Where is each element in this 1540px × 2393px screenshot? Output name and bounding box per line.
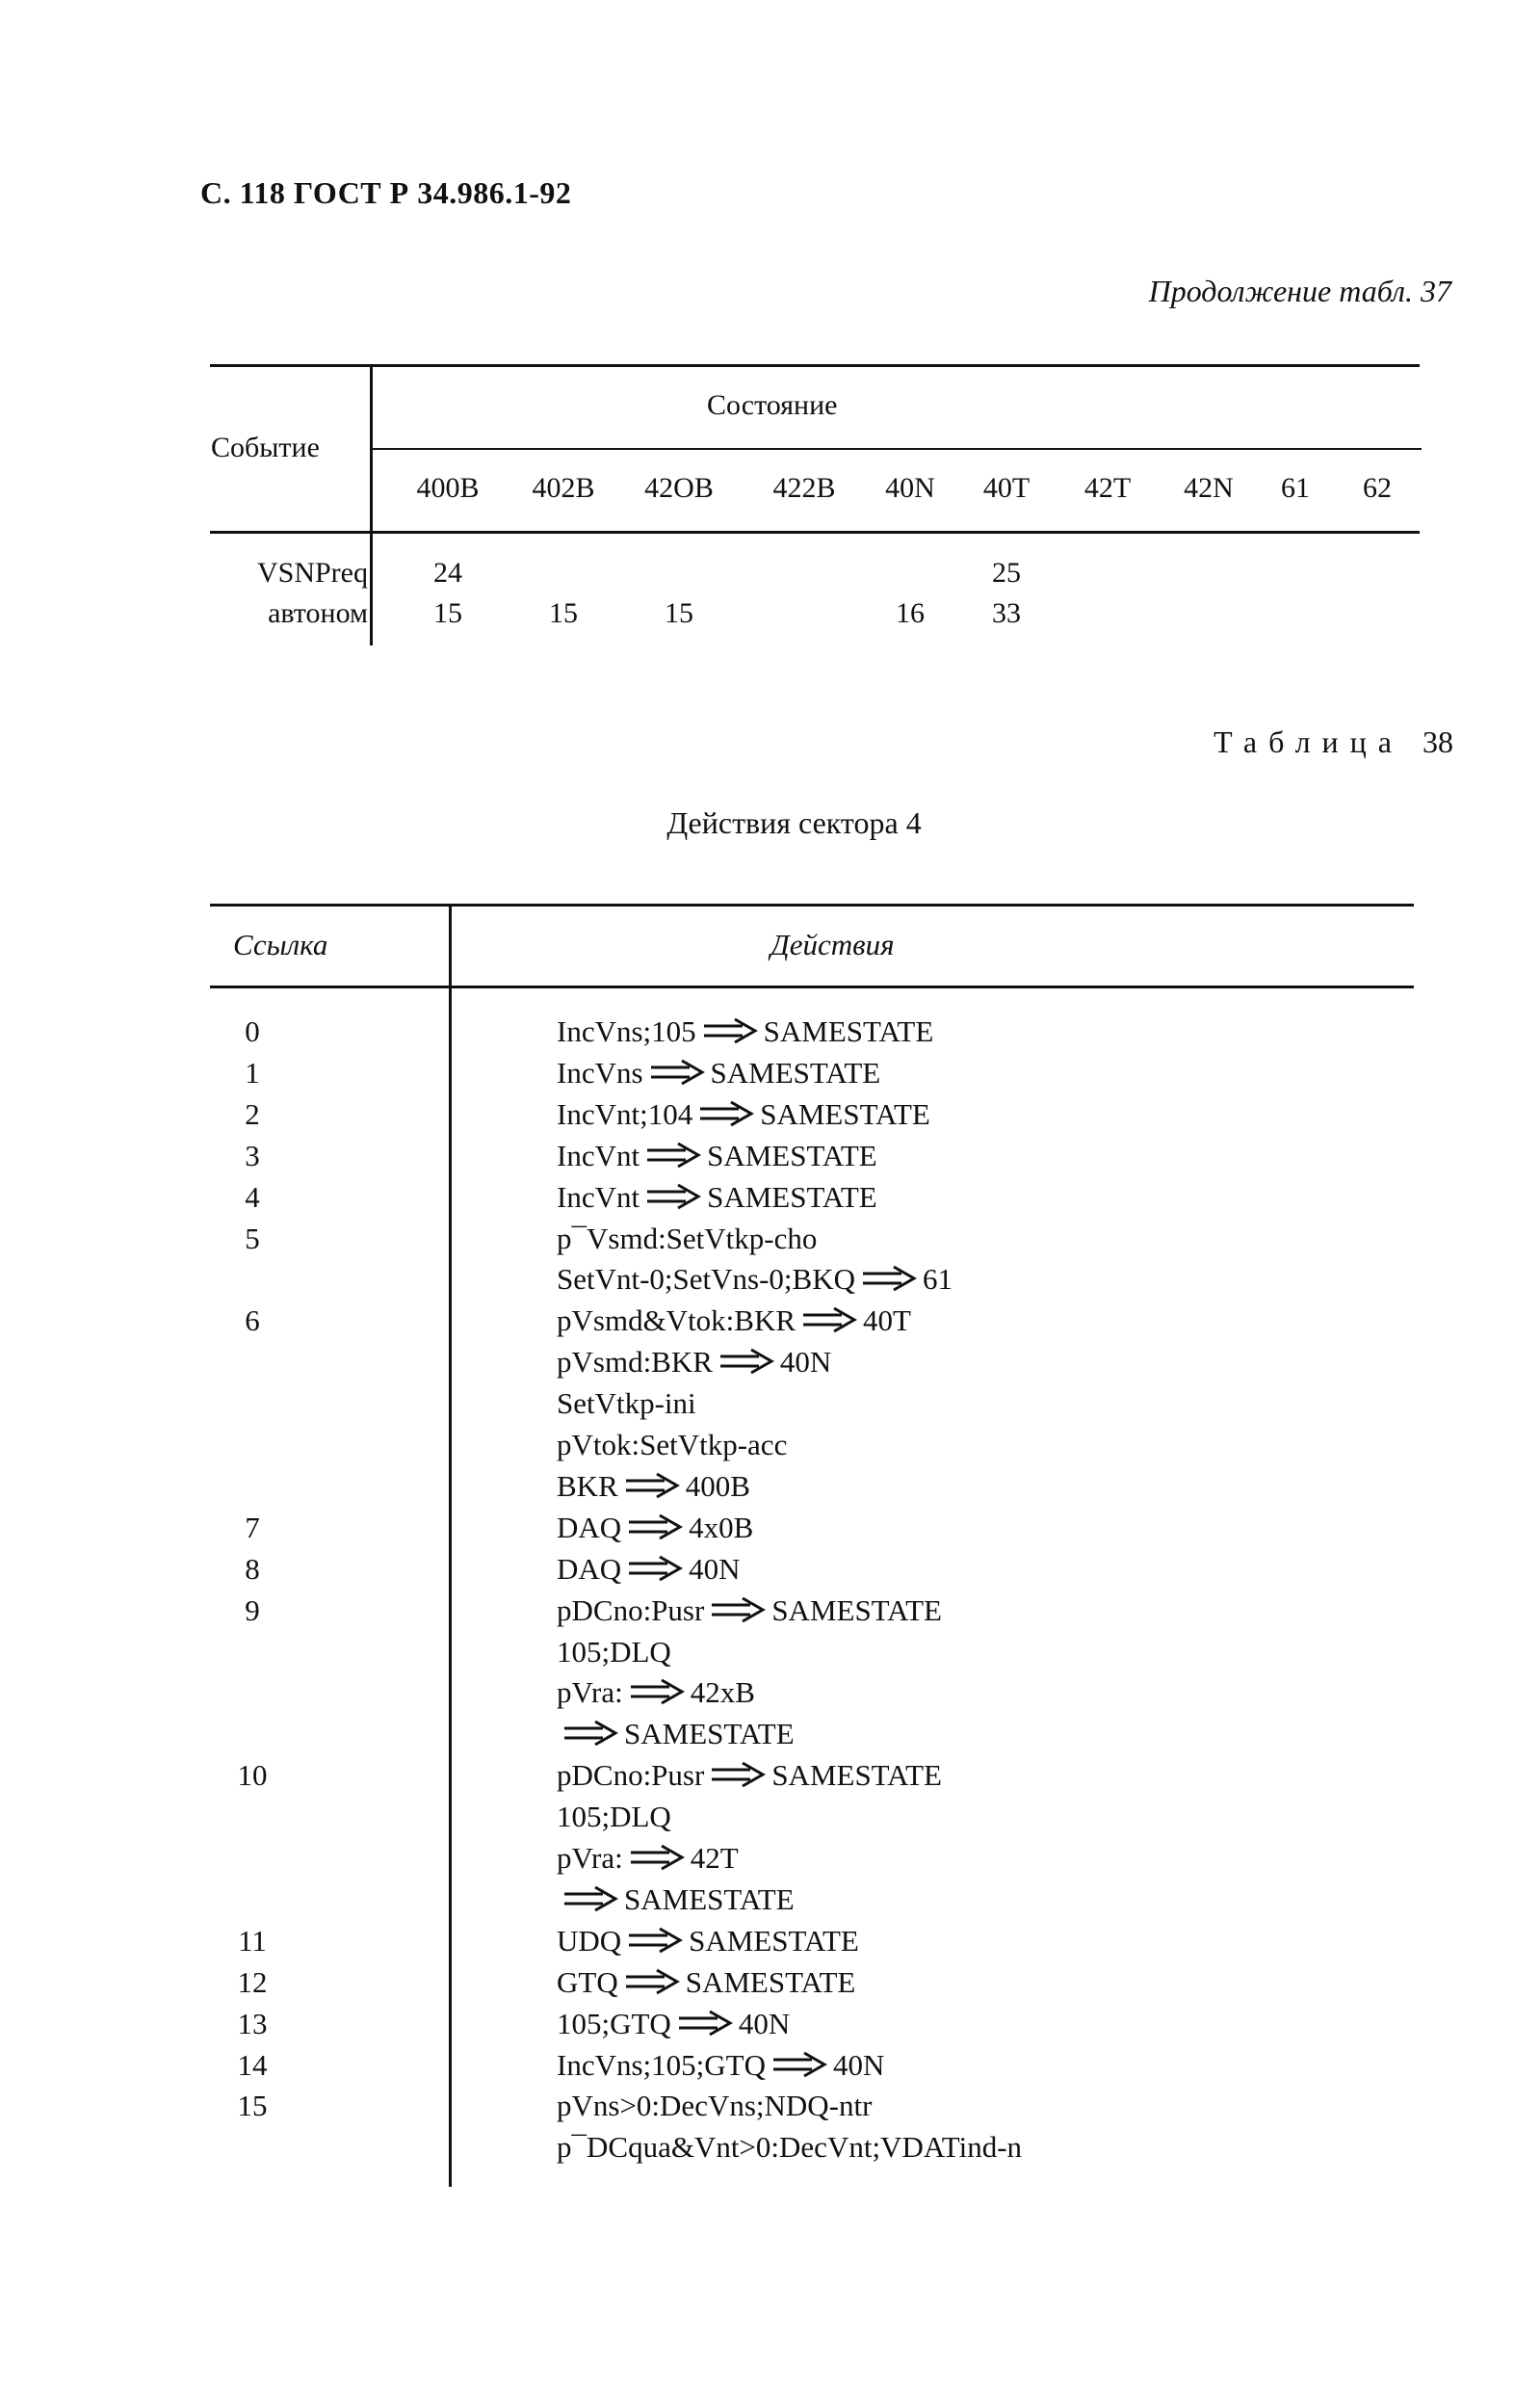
action-line [557,1713,795,1754]
action-line [557,1961,855,2003]
event-header: Событие [211,432,320,463]
target-state: SAMESTATE [771,1593,942,1627]
action-text: pVra: [557,1841,623,1875]
ref-number: 14 [237,2048,268,2082]
action-text: DAQ [557,1511,622,1544]
double-arrow-icon [649,1055,705,1096]
state-column-header: 422B [772,472,836,504]
action-text: 105;DLQ [557,1635,671,1669]
page-header: С. 118 ГОСТ Р 34.986.1-92 [200,175,572,210]
target-state: 42T [690,1841,739,1875]
target-state: 40N [689,1552,741,1586]
ref-number: 15 [237,2089,268,2122]
double-arrow-icon [801,1302,857,1344]
double-arrow-icon [645,1138,701,1179]
ref-number: 4 [245,1180,260,1214]
action-line [557,1093,930,1135]
ref-number: 9 [245,1593,260,1627]
target-state: SAMESTATE [707,1139,877,1172]
table37-cell: 16 [896,597,925,629]
double-arrow-icon [627,1510,683,1551]
target-state: 61 [923,1262,953,1296]
action-line [557,1920,859,1961]
state-column-header: 40N [885,472,935,504]
table38-top-rule [210,904,1414,907]
table38-label: Таблица [1214,724,1403,759]
state-column-header: 402B [532,472,595,504]
action-line [557,1218,817,1259]
action-line [557,1879,795,1920]
ref-number: 7 [245,1511,260,1544]
state-column-header: 42OB [644,472,714,504]
table38-title [1214,724,1453,760]
action-line [557,1796,671,1837]
action-text: pDCno:Pusr [557,1758,705,1792]
target-state: SAMESTATE [624,1717,795,1750]
event-label: VSNPreq [256,557,368,589]
action-text: IncVns [557,1056,643,1090]
action-text: 105;GTQ [557,2007,671,2040]
double-arrow-icon [710,1592,766,1634]
action-text: pVsmd&Vtok:BKR [557,1303,796,1337]
action-line [557,1507,753,1548]
action-text: IncVnt [557,1139,640,1172]
table37-bottom-header-rule [210,531,1420,534]
action-text: pVns>0:DecVns;NDQ-ntr [557,2089,873,2122]
action-text: IncVns;105;GTQ [557,2048,766,2082]
ref-number: 2 [245,1097,260,1131]
action-text: GTQ [557,1965,618,1999]
action-line [557,1837,739,1879]
action-text: IncVnt;104 [557,1097,693,1131]
action-text: pVtok:SetVtkp-acc [557,1428,788,1461]
action-line [557,1011,933,1052]
table37-top-rule [210,364,1420,367]
target-state: SAMESTATE [689,1924,859,1958]
action-line [557,2044,884,2086]
action-text: DAQ [557,1552,622,1586]
ref-number: 1 [245,1056,260,1090]
action-line [557,2003,790,2044]
action-line [557,1631,671,1672]
state-column-header: 42T [1083,472,1132,504]
target-state: SAMESTATE [624,1882,795,1916]
target-state: SAMESTATE [710,1056,881,1090]
action-line [557,1341,831,1382]
double-arrow-icon [627,1551,683,1592]
action-line [557,2085,872,2126]
action-text: pVsmd:BKR [557,1345,713,1379]
ref-number: 5 [245,1222,260,1255]
table37-cell: 15 [665,597,693,629]
target-state: SAMESTATE [707,1180,877,1214]
ref-number: 6 [245,1303,260,1337]
ref-header: Ссылка [233,928,328,961]
table38-number: 38 [1423,724,1453,759]
event-label: автоном [268,597,368,629]
target-state: SAMESTATE [763,1014,934,1048]
ref-number: 3 [245,1139,260,1172]
double-arrow-icon [771,2047,827,2089]
double-arrow-icon [629,1674,685,1716]
action-line [557,1300,911,1341]
target-state: SAMESTATE [771,1758,942,1792]
table37-cell: 15 [549,597,578,629]
actions-header: Действия [770,928,895,961]
action-line [557,1052,880,1093]
action-text: SetVnt-0;SetVns-0;BKQ [557,1262,855,1296]
target-state: 40N [738,2007,791,2040]
action-text: 105;DLQ [557,1800,671,1833]
double-arrow-icon [629,1840,685,1881]
state-column-header: 40T [982,472,1031,504]
target-state: 4x0B [689,1511,754,1544]
target-state: SAMESTATE [760,1097,930,1131]
table38-header-rule [210,986,1414,988]
target-state: 40T [863,1303,911,1337]
action-line [557,1548,741,1590]
double-arrow-icon [702,1013,758,1055]
continuation-note: Продолжение табл. 37 [1148,274,1451,308]
double-arrow-icon [698,1096,754,1138]
action-text: pDCno:Pusr [557,1593,705,1627]
action-text: p¯Vsmd:SetVtkp-cho [557,1222,818,1255]
action-line [557,1671,755,1713]
action-line [557,1465,750,1507]
state-column-header: 400B [416,472,480,504]
action-line [557,1424,787,1465]
action-text: p¯DCqua&Vnt>0:DecVnt;VDATind-n [557,2130,1023,2164]
ref-number: 12 [237,1965,268,1999]
state-column-header: 42N [1184,472,1234,504]
action-line [557,1590,942,1631]
table37-cell: 25 [992,557,1021,589]
table37-cell: 15 [433,597,462,629]
target-state: 40N [832,2048,885,2082]
table37-vertical-rule [370,366,373,645]
table38-vertical-rule [449,906,452,2187]
ref-number: 11 [238,1924,267,1958]
target-state: 40N [779,1345,832,1379]
state-header: Состояние [707,389,838,421]
target-state: SAMESTATE [685,1965,856,1999]
ref-number: 13 [237,2007,268,2040]
target-state: 400B [685,1469,750,1503]
double-arrow-icon [624,1964,680,2006]
action-text: IncVns;105 [557,1014,696,1048]
target-state: 42xB [690,1675,755,1709]
table38-caption: Действия сектора 4 [666,805,922,840]
action-line [557,1135,877,1176]
action-text: UDQ [557,1924,622,1958]
ref-number: 10 [237,1758,268,1792]
table37-cell: 24 [433,557,462,589]
double-arrow-icon [718,1344,774,1385]
double-arrow-icon [624,1468,680,1510]
action-text: BKR [557,1469,618,1503]
double-arrow-icon [861,1261,917,1302]
ref-number: 8 [245,1552,260,1586]
double-arrow-icon [645,1179,701,1221]
table37-cell: 33 [992,597,1021,629]
action-text: SetVtkp-ini [557,1386,696,1420]
table37-header-rule [372,448,1422,450]
double-arrow-icon [562,1881,618,1923]
action-line [557,1382,696,1424]
action-line [557,2126,1022,2168]
double-arrow-icon [677,2006,733,2047]
state-column-header: 62 [1363,472,1392,504]
double-arrow-icon [627,1923,683,1964]
action-text: pVra: [557,1675,623,1709]
action-line [557,1754,942,1796]
action-text: IncVnt [557,1180,640,1214]
action-line [557,1176,877,1218]
ref-number: 0 [245,1014,260,1048]
state-column-header: 61 [1281,472,1310,504]
double-arrow-icon [710,1757,766,1799]
action-line [557,1258,953,1300]
double-arrow-icon [562,1716,618,1757]
